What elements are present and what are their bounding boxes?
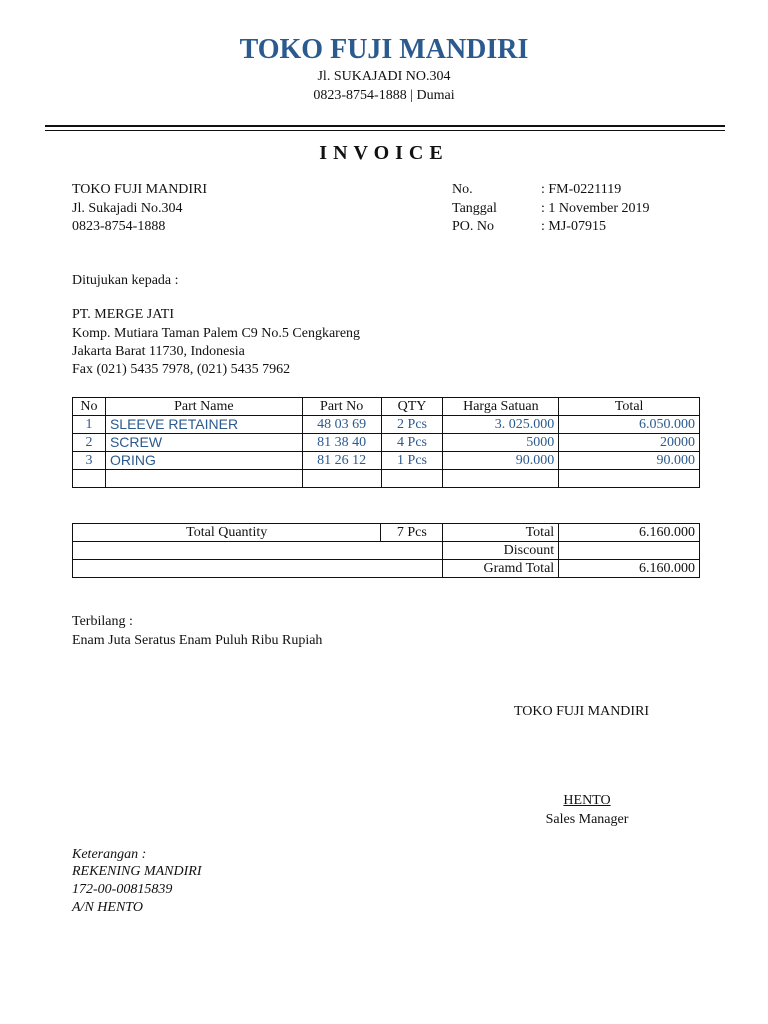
signer-name: HENTO [563, 793, 611, 808]
cell-no [73, 470, 106, 488]
notes-account: 172-00-00815839 [72, 882, 173, 897]
col-header-total: Total [559, 398, 700, 416]
col-header-no: No [73, 398, 106, 416]
cell-total: 20000 [559, 434, 700, 452]
signature-company: TOKO FUJI MANDIRI [514, 704, 650, 719]
recipient-address-2: Jakarta Barat 11730, Indonesia [72, 344, 245, 359]
signature-title: Sales Manager [545, 812, 629, 827]
notes-holder: A/N HENTO [72, 900, 143, 915]
total-quantity-label: Total Quantity [73, 524, 381, 542]
cell-part-name: SCREW [105, 434, 302, 452]
terbilang-label: Terbilang : [72, 614, 133, 629]
cell-unit-price: 90.000 [443, 452, 559, 470]
meta-label-no: No. [452, 182, 473, 197]
header-rule-thin [45, 130, 725, 131]
recipient-address-1: Komp. Mutiara Taman Palem C9 No.5 Cengkareng [72, 326, 361, 341]
discount-label: Discount [443, 542, 559, 560]
cell-total: 90.000 [559, 452, 700, 470]
cell-total: 6.050.000 [559, 416, 700, 434]
cell-total [559, 470, 700, 488]
table-row [73, 416, 700, 434]
cell-part-name [105, 470, 302, 488]
meta-label-date: Tanggal [452, 201, 497, 216]
meta-value-date: : 1 November 2019 [541, 201, 650, 216]
total-label: Total [443, 524, 559, 542]
items-table [72, 397, 700, 488]
items-header-row [73, 398, 700, 416]
col-header-part-no: Part No [302, 398, 381, 416]
notes-label: Keterangan : [72, 847, 147, 862]
meta-label-po: PO. No [452, 219, 495, 234]
seller-address: Jl. Sukajadi No.304 [72, 201, 183, 216]
seller-name: TOKO FUJI MANDIRI [72, 182, 208, 197]
meta-value-no: : FM-0221119 [541, 182, 622, 197]
company-phone-city: 0823-8754-1888 | Dumai [313, 88, 455, 103]
total-quantity-value: 7 Pcs [381, 524, 443, 542]
cell-part-name: ORING [105, 452, 302, 470]
cell-qty: 2 Pcs [381, 416, 443, 434]
notes-bank: REKENING MANDIRI [72, 864, 202, 879]
cell-unit-price [443, 470, 559, 488]
meta-value-po: : MJ-07915 [541, 219, 606, 234]
cell-part-no: 81 38 40 [302, 434, 381, 452]
cell-qty [381, 470, 443, 488]
cell-part-name: SLEEVE RETAINER [105, 416, 302, 434]
recipient-name: PT. MERGE JATI [72, 307, 175, 322]
col-header-qty: QTY [381, 398, 443, 416]
table-row [73, 452, 700, 470]
cell-qty: 1 Pcs [381, 452, 443, 470]
summary-empty-cell [73, 560, 443, 578]
table-row-empty [73, 470, 700, 488]
company-address: Jl. SUKAJADI NO.304 [317, 69, 451, 84]
cell-qty: 4 Pcs [381, 434, 443, 452]
cell-no: 3 [73, 452, 106, 470]
total-value: 6.160.000 [559, 524, 700, 542]
cell-part-no: 48 03 69 [302, 416, 381, 434]
cell-no: 1 [73, 416, 106, 434]
recipient-fax: Fax (021) 5435 7978, (021) 5435 7962 [72, 362, 291, 377]
discount-value [559, 542, 700, 560]
invoice-heading: INVOICE [319, 142, 449, 164]
terbilang-text: Enam Juta Seratus Enam Puluh Ribu Rupiah [72, 633, 323, 648]
header-rule-thick [45, 125, 725, 127]
summary-empty-cell [73, 542, 443, 560]
summary-row-grand-total [73, 560, 700, 578]
col-header-unit-price: Harga Satuan [443, 398, 559, 416]
col-header-part-name: Part Name [105, 398, 302, 416]
cell-part-no: 81 26 12 [302, 452, 381, 470]
cell-unit-price: 5000 [443, 434, 559, 452]
company-title: TOKO FUJI MANDIRI [239, 34, 529, 65]
cell-part-no [302, 470, 381, 488]
grand-total-value: 6.160.000 [559, 560, 700, 578]
summary-row-discount [73, 542, 700, 560]
recipient-intro: Ditujukan kepada : [72, 273, 179, 288]
summary-row-total [73, 524, 700, 542]
grand-total-label: Gramd Total [443, 560, 559, 578]
cell-no: 2 [73, 434, 106, 452]
seller-phone: 0823-8754-1888 [72, 219, 166, 234]
signature-name [487, 793, 687, 809]
summary-table [72, 523, 700, 578]
table-row [73, 434, 700, 452]
cell-unit-price: 3. 025.000 [443, 416, 559, 434]
